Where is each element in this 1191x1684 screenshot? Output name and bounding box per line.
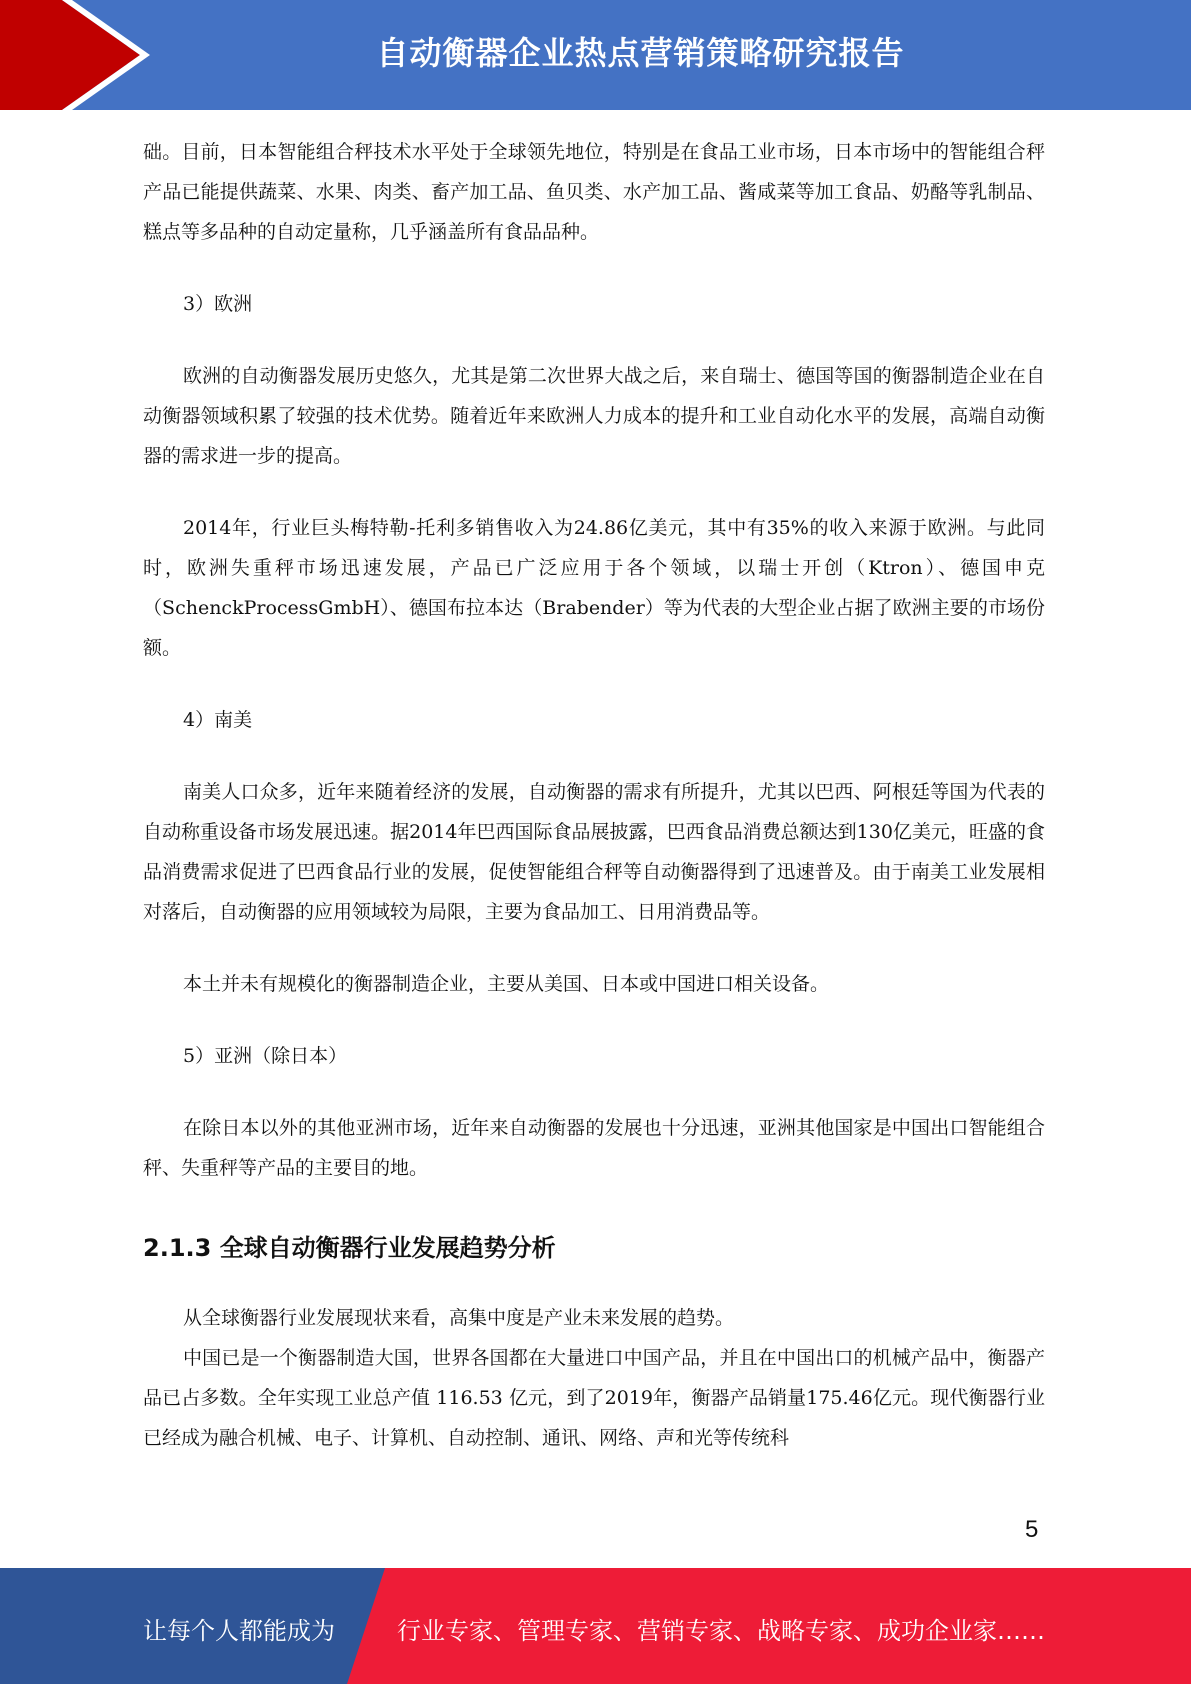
paragraph: 2014年，行业巨头梅特勒-托利多销售收入为24.86亿美元，其中有35%的收入来源于欧洲。与此同时，欧洲失重秤市场迅速发展，产品已广泛应用于各个领域，以瑞士开创（Ktron）、德国申克（SchenckProcessGmbH）、德国布拉本达（Brabender）等为代表的大型企业占据了欧洲主要的市场份额。 — [143, 517, 1045, 659]
paragraph: 中国已是一个衡器制造大国，世界各国都在大量进口中国产品，并且在中国出口的机械产品中，衡器产品已占多数。全年实现工业总产值 116.53 亿元，到了2019年，衡器产品销量175.46亿元。现代衡器行业已经成为融合机械、电子、计算机、自动控制、通讯、网络、声和光等传统科 — [143, 1347, 1045, 1449]
page-header — [0, 0, 1191, 110]
subheading-south-america: 4）南美 — [183, 709, 253, 731]
paragraph: 欧洲的自动衡器发展历史悠久，尤其是第二次世界大战之后，来自瑞士、德国等国的衡器制造企业在自动衡器领域积累了较强的技术优势。随着近年来欧洲人力成本的提升和工业自动化水平的发展，高端自动衡器的需求进一步的提高。 — [143, 365, 1045, 467]
footer-slogan-right: 行业专家、管理专家、营销专家、战略专家、成功企业家…… — [397, 1617, 1045, 1645]
paragraph: 础。目前，日本智能组合秤技术水平处于全球领先地位，特别是在食品工业市场，日本市场中的智能组合秤产品已能提供蔬菜、水果、肉类、畜产加工品、鱼贝类、水产加工品、酱咸菜等加工食品、奶酪等乳制品、糕点等多品种的自动定量称，几乎涵盖所有食品品种。 — [143, 141, 1045, 243]
page-number: 5 — [1025, 1516, 1039, 1543]
document-body — [143, 132, 1045, 1458]
paragraph: 在除日本以外的其他亚洲市场，近年来自动衡器的发展也十分迅速，亚洲其他国家是中国出口智能组合秤、失重秤等产品的主要目的地。 — [143, 1117, 1045, 1179]
subheading-europe: 3）欧洲 — [183, 293, 253, 315]
section-heading: 2.1.3 全球自动衡器行业发展趋势分析 — [143, 1234, 556, 1262]
page-footer — [0, 1568, 1191, 1684]
paragraph: 南美人口众多，近年来随着经济的发展，自动衡器的需求有所提升，尤其以巴西、阿根廷等国为代表的自动称重设备市场发展迅速。据2014年巴西国际食品展披露，巴西食品消费总额达到130亿美元，旺盛的食品消费需求促进了巴西食品行业的发展，促使智能组合秤等自动衡器得到了迅速普及。由于南美工业发展相对落后，自动衡器的应用领域较为局限，主要为食品加工、日用消费品等。 — [143, 781, 1045, 923]
subheading-asia: 5）亚洲（除日本） — [183, 1045, 348, 1067]
paragraph: 从全球衡器行业发展现状来看，高集中度是产业未来发展的趋势。 — [183, 1307, 735, 1329]
report-title: 自动衡器企业热点营销策略研究报告 — [376, 34, 905, 72]
paragraph: 本土并未有规模化的衡器制造企业，主要从美国、日本或中国进口相关设备。 — [183, 973, 830, 995]
footer-slogan-left: 让每个人都能成为 — [143, 1617, 335, 1645]
